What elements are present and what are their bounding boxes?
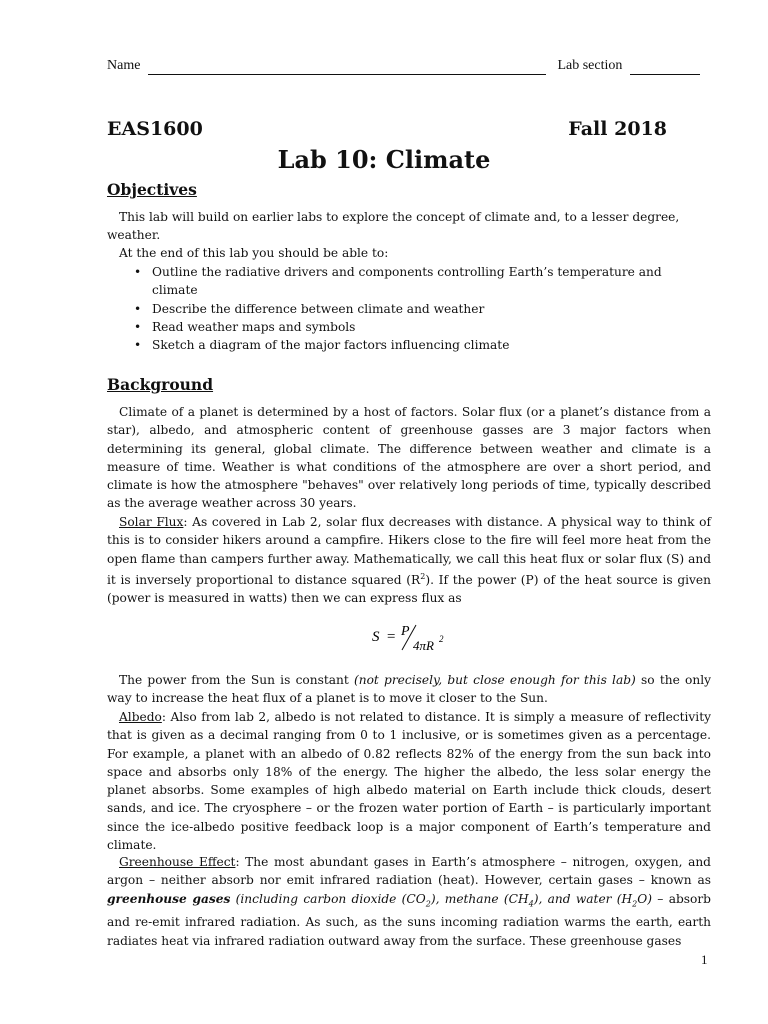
- formula-denominator: 4πR: [413, 638, 434, 653]
- solar-flux-term: Solar Flux: [119, 515, 184, 529]
- formula-equals: =: [386, 629, 397, 645]
- lab-section-label: Lab section: [557, 58, 623, 73]
- objectives-heading: Objectives: [107, 180, 197, 199]
- solar-flux-formula: [372, 622, 452, 656]
- name-blank[interactable]: [148, 58, 546, 75]
- objectives-lead: At the end of this lab you should be able to:: [119, 246, 389, 260]
- course-header: [107, 118, 667, 140]
- list-item: • Describe the difference between climate and weather: [134, 301, 485, 316]
- list-item: • Outline the radiative drivers and components controlling Earth’s temperature and climate: [134, 265, 662, 298]
- course-term: Fall 2018: [568, 118, 667, 140]
- background-paragraph-albedo: Albedo: Also from lab 2, albedo is not related to distance. It is simply a measure of reflectivity that is given as a decimal ranging from 0 to 1 inclusive, or is sometimes given as a percentage. For example, a planet with an albedo of 0.82 reflects 82% of the energy from the sun back into space and absorbs only 18% of the energy. The higher the albedo, the less solar energy the planet absorbs. Some examples of high albedo material on Earth include thick clouds, desert sands, and ice. The cryosphere – or the frozen water portion of Earth – is particularly important since the ice-albedo positive feedback loop is a major component of Earth’s temperature and climate.: [107, 710, 711, 853]
- course-code: EAS1600: [107, 118, 203, 140]
- name-and-section-line: [107, 58, 697, 75]
- formula-numerator: P: [401, 624, 410, 639]
- background-heading: Background: [107, 375, 214, 394]
- lab-title: Lab 10: Climate: [277, 145, 491, 174]
- albedo-term: Albedo: [119, 710, 162, 724]
- page-number: 1: [701, 952, 708, 967]
- background-paragraph-solar-flux: Solar Flux: As covered in Lab 2, solar flux decreases with distance. A physical way to think of this is to consider hikers around a campfire. Hikers close to the fire will feel more heat from the open flame than campers further away. Mathematically, we call this heat flux or solar flux (S) and it is inversely proportional to distance squared $(R^2)$. If the power (P) of the heat source is given (power is measured in watts) then we can express flux as: [107, 515, 711, 606]
- list-item: • Sketch a diagram of the major factors influencing climate: [134, 338, 510, 353]
- formula-graphic: [372, 622, 452, 656]
- formula-lhs: S: [372, 629, 380, 645]
- lab-section-blank[interactable]: [630, 58, 700, 75]
- objectives-intro: This lab will build on earlier labs to explore the concept of climate and, to a lesser degree, weather.: [107, 210, 680, 243]
- background-paragraph-climate: Climate of a planet is determined by a host of factors. Solar flux (or a planet’s distance from a star), albedo, and atmospheric content of greenhouse gasses are 3 major factors when determining its general, global climate. The difference between weather and climate is a measure of time. Weather is what conditions of the atmosphere are over a short period, and climate is how the atmosphere "behaves" over relatively long periods of time, typically described as the average weather across 30 years.: [107, 405, 711, 511]
- greenhouse-term: Greenhouse Effect: [119, 855, 236, 869]
- objectives-list: [107, 263, 711, 354]
- list-item: • Read weather maps and symbols: [134, 319, 356, 334]
- name-label: Name: [107, 58, 141, 73]
- formula-denominator-exponent: 2: [439, 634, 444, 644]
- background-paragraph-greenhouse: Greenhouse Effect: The most abundant gases in Earth’s atmosphere – nitrogen, oxygen, and argon – neither absorb nor emit infrared radiation (heat). However, certain gases – known as greenhouse gases (including carbon dioxide $(CO_2)$, methane $(CH_4)$, and water $(H_2O)$ – absorb and re-emit infrared radiation. As such, as the suns incoming radiation warms the earth, earth radiates heat via infrared radiation outward away from the surface. These greenhouse gases: [107, 855, 711, 948]
- background-paragraph-power: The power from the Sun is constant (not precisely, but close enough for this lab) so the only way to increase the heat flux of a planet is to move it closer to the Sun.: [107, 673, 711, 706]
